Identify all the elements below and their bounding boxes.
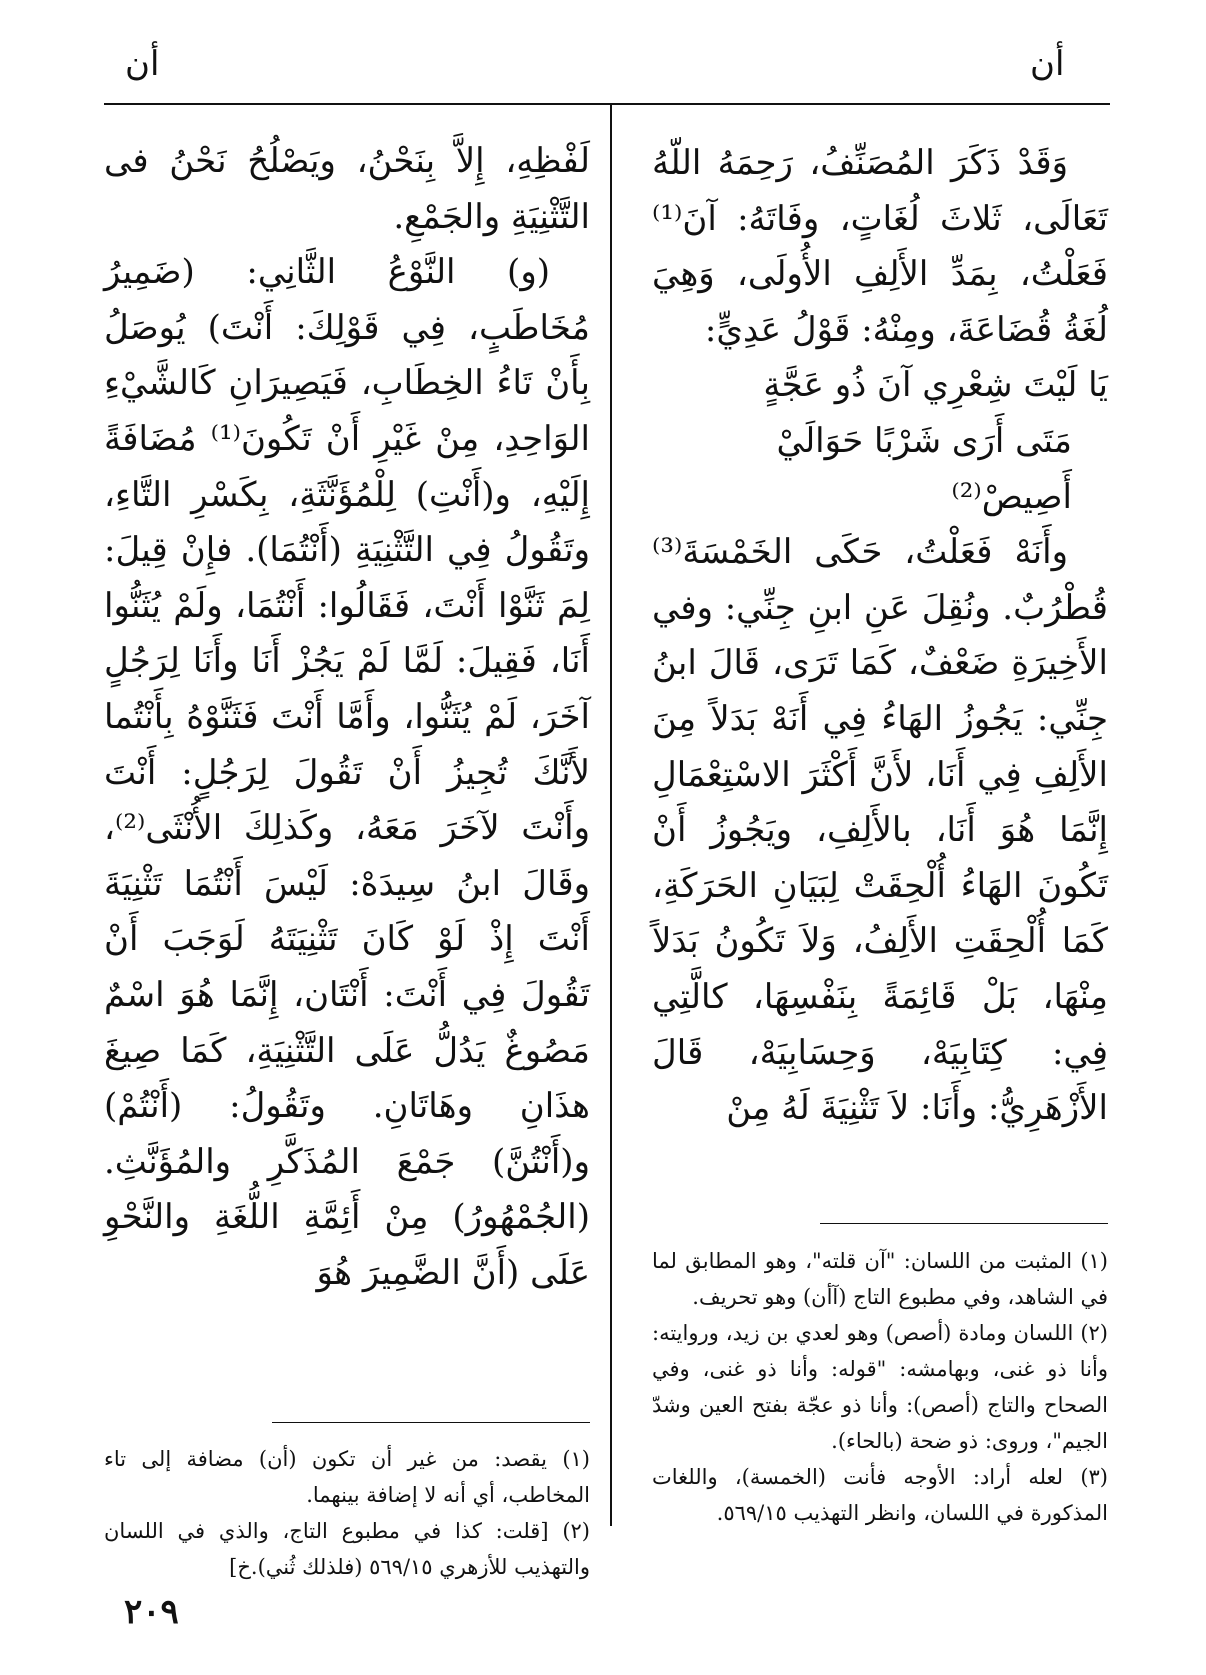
running-header-right: أن	[1030, 44, 1065, 84]
right-column-paragraph-2: وأَنَهْ فَعَلْتُ، حَكَى الخَمْسَةَ⁽³⁾ قُطْرُبٌ. ونُقِلَ عَنِ ابنِ جِنِّي: وفي الأَخِيرَةِ ضَعْفٌ، كَمَا تَرَى، قَالَ ابنُ جِنِّي: يَجُوزُ الهَاءُ فِي أَنَهْ بَدَلاً مِنَ الأَلِفِ فِي أَنَا، لأَنَّ أَكْثَرَ الاسْتِعْمَالِ إِنَّمَا هُوَ أَنَا، بالأَلِفِ، ويَجُوزُ أَنْ تَكُونَ الهَاءُ أُلْحِقَتْ لِبَيَانِ الحَرَكَةِ، كَمَا أُلْحِقَتِ الأَلِفُ، وَلاَ تَكُونُ بَدَلاً مِنْهَا، بَلْ قَائِمَةً بِنَفْسِهَا، كالَّتِي فِي: كِتَابِيَهْ، وَحِسَابِيَهْ، قَالَ الأَزْهَرِيُّ: وأَنَا: لاَ تَثْنِيَةَ لَهُ مِنْ	[652, 532, 1108, 1129]
footnote-rule-right	[820, 1223, 1108, 1224]
footnotes-left	[104, 1441, 590, 1585]
verse-line-2: مَتَى أَرَى شَرْبًا حَوَالَيْ أَصِيصْ⁽²⁾	[776, 420, 1072, 517]
column-divider	[610, 104, 612, 1526]
footnote: (٢) [قلت: كذا في مطبوع التاج، والذي في اللسان والتهذيب للأزهري ٥٦٩/١٥ (فلذلك ثُني).خ]	[104, 1519, 590, 1579]
running-header-left: أن	[125, 44, 160, 84]
header-rule	[104, 103, 1110, 105]
footnote-rule-left	[272, 1422, 590, 1423]
footnote: (٣) لعله أراد: الأوجه فأنت (الخمسة)، واللغات المذكورة في اللسان، وانظر التهذيب ٥٦٩/١٥.	[652, 1465, 1108, 1525]
verse-line-1: يَا لَيْتَ شِعْرِي آنَ ذُو عَجَّةٍ	[763, 365, 1108, 406]
footnotes-right	[652, 1243, 1108, 1531]
left-column-paragraph-2: (و) النَّوْعُ الثَّانِي: (ضَمِيرُ مُخَاطَبٍ، فِي قَوْلِكَ: أَنْتَ) يُوصَلُ بِأَنْ تَاءُ الخِطَابِ، فَيَصِيرَانِ كَالشَّيْءِ الوَاحِدِ، مِنْ غَيْرِ أَنْ تَكُونَ⁽¹⁾ مُضَافَةً إِلَيْهِ، و(أَنْتِ) لِلْمُؤَنَّثَةِ، بِكَسْرِ التَّاءِ، وتَقُولُ فِي التَّثْنِيَةِ (أَنْتُمَا). فإِنْ قِيلَ: لِمَ ثَنَّوْا أَنْتَ، فَقَالُوا: أَنْتُمَا، ولَمْ يُثَنُّوا أَنَا، فَقِيلَ: لَمَّا لَمْ يَجُزْ أَنَا وأَنَا لِرَجُلٍ آخَرَ، لَمْ يُثَنُّوا، وأَمَّا أَنْتَ فَثَنَّوْهُ بِأَنْتُما لأَنَّكَ تُجِيزُ أَنْ تَقُولَ لِرَجُلٍ: أَنْتَ وأَنْتَ لآخَرَ مَعَهُ، وكَذلِكَ الأُنْثَى⁽²⁾، وقَالَ ابنُ سِيدَهْ: لَيْسَ أَنْتُمَا تَثْنِيَةَ أَنْتَ إِذْ لَوْ كَانَ تَثْنِيَتَهُ لَوَجَبَ أَنْ تَقُولَ فِي أَنْتَ: أَنْتَان، إِنَّمَا هُوَ اسْمٌ مَصُوغٌ يَدُلُّ عَلَى التَّثْنِيَةِ، كَمَا صِيغَ هذَانِ وهَاتَانِ. وتَقُولُ: (أَنْتُمْ) و(أَنْتُنَّ) جَمْعَ المُذَكَّرِ والمُؤَنَّثِ. (الجُمْهُورُ) مِنْ أَئِمَّةِ اللُّغَةِ والنَّحْوِ عَلَى (أَنَّ الضَّمِيرَ هُوَ	[104, 252, 590, 1293]
footnote: (١) يقصد: من غير أن تكون (أن) مضافة إلى تاء المخاطب، أي أنه لا إضافة بينهما.	[104, 1447, 590, 1507]
left-column	[104, 134, 590, 1301]
page-number: ٢٠٩	[124, 1592, 179, 1632]
left-column-paragraph-1: لَفْظِهِ، إِلاَّ بِنَحْنُ، ويَصْلُحُ نَحْنُ فى التَّثْنِيَةِ والجَمْعِ.	[104, 141, 590, 237]
right-column	[652, 136, 1108, 1137]
footnote: (١) المثبت من اللسان: "آن قلته"، وهو المطابق لما في الشاهد، وفي مطبوع التاج (آأن) وهو تحريف.	[652, 1249, 1108, 1309]
footnote: (٢) اللسان ومادة (أصص) وهو لعدي بن زيد، وروايته: وأنا ذو غنى، وبهامشه: "قوله: وأنا ذو غنى، وفي الصحاح والتاج (أصص): وأنا ذو عجّة بفتح العين وشدّ الجيم"، وروى: ذو ضحة (بالحاء).	[652, 1321, 1108, 1453]
right-column-paragraph: وَقَدْ ذَكَرَ المُصَنِّفُ، رَحِمَهُ اللّهُ تَعَالَى، ثَلاثَ لُغَاتٍ، وفَاتَهُ: آنَ⁽¹⁾ فَعَلْتُ، بِمَدِّ الأَلِفِ الأُولَى، وَهِيَ لُغَةُ قُضَاعَةَ، ومِنْهُ: قَوْلُ عَدِيٍّ:	[652, 143, 1108, 350]
